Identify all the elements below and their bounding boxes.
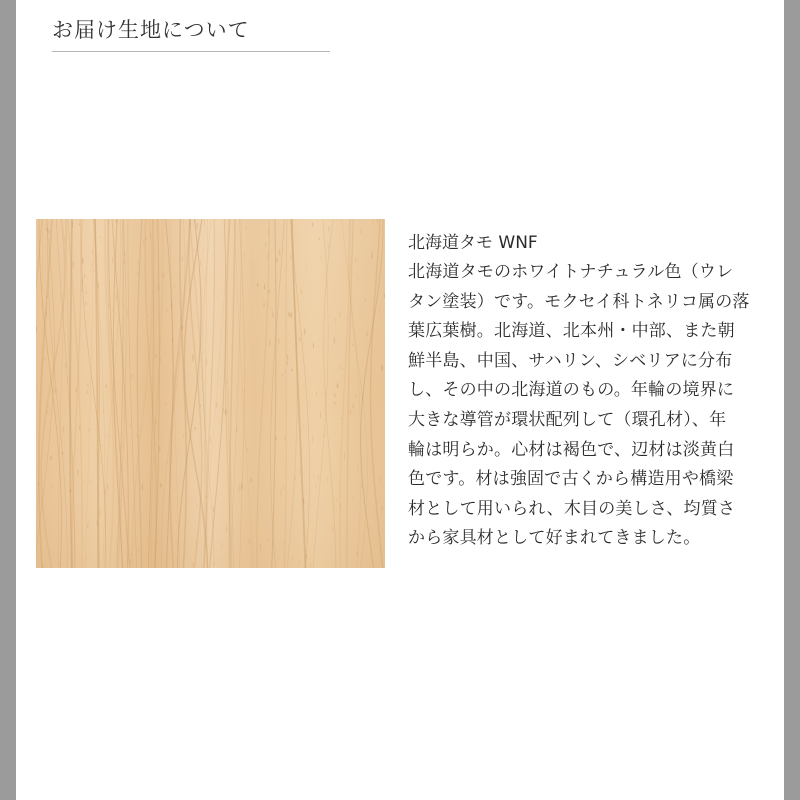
grain-pore — [102, 444, 103, 447]
grain-pore — [154, 254, 155, 257]
grain-pore — [36, 326, 37, 333]
grain-pore — [77, 469, 79, 476]
grain-pore — [263, 302, 264, 307]
grain-pore — [264, 284, 265, 290]
grain-pore — [84, 480, 85, 482]
grain-pore — [287, 354, 288, 360]
grain-pore — [156, 418, 157, 425]
grain-pore — [107, 485, 108, 490]
grain-pore — [327, 279, 328, 286]
grain-pore — [334, 402, 335, 405]
grain-pore — [342, 368, 343, 371]
grain-pore — [103, 407, 104, 413]
grain-pore — [307, 536, 308, 543]
grain-pore — [160, 356, 161, 363]
grain-pore — [77, 284, 78, 286]
grain-pore — [200, 260, 201, 267]
grain-pore — [70, 489, 72, 493]
grain-pore — [37, 384, 38, 389]
grain-pore — [92, 250, 93, 254]
grain-pore — [76, 387, 77, 392]
grain-pore — [234, 282, 235, 285]
grain-pore — [291, 369, 292, 372]
grain-pore — [130, 553, 131, 556]
grain-pore — [245, 389, 246, 394]
grain-pore — [87, 391, 88, 394]
grain-pore — [337, 383, 338, 388]
grain-pore — [268, 302, 269, 308]
grain-pore — [292, 557, 293, 560]
grain-pore — [360, 227, 361, 235]
grain-pore — [120, 442, 121, 450]
grain-pore — [334, 393, 335, 398]
grain-pore — [97, 520, 98, 526]
grain-pore — [352, 496, 353, 501]
grain-pore — [166, 309, 168, 312]
grain-pore — [99, 236, 100, 239]
grain-pore — [85, 302, 86, 306]
grain-pore — [344, 452, 345, 460]
grain-pore — [268, 230, 269, 234]
grain-pore — [284, 435, 285, 442]
grain-pore — [320, 411, 321, 418]
grain-pore — [218, 557, 219, 560]
grain-pore — [221, 542, 222, 550]
grain-pore — [357, 275, 358, 280]
grain-pore — [266, 242, 267, 247]
grain-pore — [154, 458, 155, 465]
description-line: し、その中の北海道のもの。年輪の境界に — [408, 380, 735, 401]
grain-pore — [79, 425, 80, 429]
grain-pore — [381, 505, 382, 511]
grain-pore — [152, 540, 153, 548]
grain-pore — [315, 482, 316, 488]
grain-pore — [304, 424, 305, 428]
grain-pore — [50, 456, 52, 460]
grain-pore — [328, 245, 329, 249]
grain-pore — [218, 419, 219, 423]
grain-pore — [281, 488, 282, 496]
grain-pore — [365, 299, 366, 302]
product-description — [408, 229, 766, 554]
grain-pore — [223, 408, 224, 413]
grain-pore — [338, 369, 339, 371]
grain-pore — [211, 551, 212, 555]
grain-pore — [279, 249, 281, 256]
grain-pore — [44, 358, 45, 361]
description-line: 輪は明らか。心材は褐色で、辺材は淡黄白 — [408, 439, 735, 460]
grain-pore — [278, 338, 279, 344]
grain-pore — [121, 498, 122, 502]
grain-pore — [105, 488, 106, 495]
grain-pore — [98, 282, 99, 290]
grain-pore — [283, 423, 284, 427]
grain-pore — [155, 354, 156, 358]
grain-pore — [196, 540, 197, 546]
section-title: お届け生地について — [52, 18, 250, 42]
grain-pore — [300, 469, 301, 475]
grain-pore — [183, 434, 184, 439]
grain-pore — [319, 238, 320, 241]
grain-pore — [46, 228, 48, 231]
description-line: から家具材として好まれてきました。 — [408, 528, 701, 549]
grain-pore — [288, 312, 290, 317]
grain-pore — [112, 256, 113, 264]
grain-pore — [200, 405, 201, 408]
grain-pore — [299, 559, 300, 566]
product-name: 北海道タモ WNF — [408, 233, 538, 253]
grain-pore — [59, 562, 60, 566]
grain-pore — [109, 303, 110, 307]
grain-pore — [174, 285, 175, 287]
grain-pore — [81, 286, 82, 292]
grain-pore — [124, 259, 125, 264]
grain-pore — [339, 312, 340, 317]
grain-pore — [357, 552, 358, 555]
grain-pore — [182, 325, 183, 330]
grain-pore — [99, 509, 100, 515]
grain-pore — [196, 222, 197, 229]
grain-pore — [49, 285, 50, 287]
wood-grain-swatch — [36, 219, 385, 568]
grain-pore — [325, 390, 326, 397]
grain-pore — [113, 310, 114, 312]
grain-pore — [371, 252, 372, 259]
grain-pore — [138, 272, 139, 276]
grain-pore — [272, 311, 273, 318]
grain-pore — [145, 238, 146, 241]
grain-pore — [91, 263, 92, 269]
grain-pore — [48, 229, 50, 234]
grain-pore — [226, 526, 227, 531]
grain-pore — [213, 561, 214, 566]
grain-pore — [160, 483, 161, 488]
grain-pore — [313, 473, 314, 479]
grain-pore — [116, 220, 117, 223]
grain-pore — [86, 555, 87, 562]
grain-pore — [73, 261, 74, 268]
description-line: 色です。材は強固で古くから構造用や橋梁 — [408, 469, 734, 490]
grain-pore — [357, 464, 359, 469]
grain-pore — [82, 257, 83, 264]
grain-pore — [306, 267, 307, 274]
grain-pore — [127, 310, 128, 317]
grain-pore — [355, 257, 356, 263]
content-panel — [16, 0, 784, 800]
grain-pore — [381, 365, 383, 370]
grain-pore — [204, 219, 205, 226]
grain-pore — [194, 427, 196, 430]
grain-pore — [62, 451, 64, 455]
grain-pore — [116, 294, 117, 301]
grain-pore — [46, 296, 48, 298]
grain-pore — [87, 383, 88, 388]
grain-pore — [204, 503, 205, 505]
grain-pore — [283, 541, 284, 544]
grain-pore — [89, 480, 90, 483]
grain-pore — [46, 311, 47, 317]
grain-pore — [142, 483, 143, 490]
grain-pore — [269, 340, 270, 345]
grain-pore — [241, 483, 242, 490]
grain-pore — [291, 312, 293, 318]
grain-pore — [204, 423, 205, 426]
grain-pore — [182, 256, 183, 262]
grain-pore — [65, 362, 66, 368]
grain-pore — [321, 257, 322, 259]
grain-pore — [55, 387, 56, 393]
grain-pore — [125, 434, 126, 436]
description-line: タン塗装）です。モクセイ科トネリコ属の落 — [408, 291, 750, 312]
grain-pore — [171, 302, 172, 310]
grain-pore — [352, 405, 353, 409]
grain-pore — [206, 494, 207, 499]
grain-pore — [260, 544, 261, 550]
grain-pore — [176, 275, 177, 278]
grain-pore — [352, 343, 353, 345]
grain-pore — [132, 374, 133, 378]
description-line: 北海道タモのホワイトナチュラル色（ウレ — [408, 262, 734, 282]
grain-pore — [312, 222, 313, 226]
grain-pore — [141, 388, 142, 390]
grain-pore — [124, 250, 125, 257]
grain-pore — [310, 563, 311, 568]
grain-pore — [287, 361, 288, 365]
grain-pore — [304, 472, 305, 474]
grain-pore — [272, 540, 273, 547]
grain-pore — [327, 477, 328, 483]
grain-pore — [362, 483, 363, 488]
grain-pore — [318, 473, 320, 481]
grain-pore — [192, 354, 193, 362]
grain-pore — [366, 331, 367, 336]
grain-pore — [380, 476, 382, 482]
grain-pore — [239, 484, 241, 491]
description-line: 鮮半島、中国、サハリン、シベリアに分布 — [408, 350, 733, 371]
grain-pore — [99, 515, 100, 518]
grain-pore — [79, 223, 80, 225]
grain-pore — [158, 285, 159, 290]
grain-pore — [334, 337, 336, 344]
grain-pore — [272, 407, 273, 410]
grain-pore — [122, 442, 123, 450]
grain-pore — [72, 221, 73, 228]
grain-pore — [166, 460, 167, 464]
grain-pore — [106, 384, 107, 388]
grain-pore — [226, 379, 227, 385]
grain-pore — [324, 434, 326, 436]
grain-pore — [341, 418, 342, 420]
grain-pore — [94, 269, 95, 273]
grain-pore — [197, 505, 198, 507]
grain-pore — [162, 273, 164, 278]
grain-pore — [117, 328, 118, 330]
grain-pore — [313, 343, 314, 348]
grain-pore — [304, 328, 305, 335]
grain-pore — [303, 498, 304, 505]
grain-pore — [364, 270, 365, 273]
grain-pore — [335, 316, 336, 323]
grain-pore — [302, 383, 303, 385]
grain-pore — [60, 294, 61, 299]
grain-pore — [363, 500, 364, 504]
grain-pore — [270, 307, 271, 310]
grain-pore — [216, 402, 217, 408]
grain-pore — [97, 451, 98, 458]
grain-pore — [350, 409, 351, 416]
grain-pore — [245, 227, 246, 230]
grain-pore — [379, 308, 380, 315]
grain-pore — [355, 394, 356, 398]
grain-pore — [225, 409, 227, 415]
grain-pore — [247, 447, 248, 451]
grain-pore — [159, 445, 160, 452]
grain-pore — [295, 477, 296, 480]
wood-sample-image — [36, 219, 385, 568]
grain-pore — [88, 523, 89, 529]
grain-pore — [38, 482, 40, 486]
grain-pore — [86, 291, 87, 294]
grain-pore — [193, 561, 194, 567]
grain-pore — [267, 538, 268, 541]
grain-pore — [206, 358, 207, 366]
grain-pore — [47, 406, 48, 408]
grain-pore — [316, 391, 317, 396]
grain-pore — [236, 425, 237, 432]
grain-pore — [258, 476, 259, 482]
grain-pore — [290, 254, 291, 261]
grain-pore — [257, 283, 259, 286]
grain-pore — [340, 503, 341, 510]
grain-pore — [218, 293, 219, 300]
grain-pore — [137, 549, 138, 552]
grain-pore — [314, 319, 315, 321]
grain-pore — [213, 505, 214, 513]
grain-pore — [130, 558, 131, 566]
grain-pore — [63, 426, 64, 434]
grain-pore — [312, 435, 313, 442]
grain-pore — [200, 345, 201, 348]
grain-pore — [201, 375, 202, 378]
grain-pore — [91, 270, 92, 273]
grain-pore — [150, 231, 151, 239]
grain-pore — [143, 240, 144, 244]
title-divider — [52, 51, 330, 52]
grain-pore — [138, 261, 139, 264]
description-line: 葉広葉樹。北海道、北本州・中部、また朝 — [408, 321, 735, 342]
grain-pore — [301, 289, 302, 295]
grain-pore — [268, 289, 270, 293]
description-line: 大きな導管が環状配列して（環孔材）、年 — [408, 409, 727, 430]
grain-pore — [362, 394, 363, 401]
grain-pore — [190, 222, 191, 227]
grain-pore — [179, 353, 180, 355]
grain-pore — [289, 361, 290, 365]
grain-pore — [162, 432, 163, 436]
grain-pore — [284, 370, 285, 372]
grain-pore — [306, 554, 307, 559]
grain-pore — [299, 337, 300, 341]
grain-pore — [275, 436, 276, 440]
grain-pore — [267, 253, 269, 260]
grain-pore — [194, 248, 195, 251]
grain-pore — [169, 492, 170, 499]
grain-pore — [244, 252, 245, 259]
grain-pore — [336, 499, 337, 501]
grain-pore — [340, 364, 341, 371]
grain-pore — [283, 485, 284, 491]
grain-pore — [249, 538, 250, 544]
grain-pore — [168, 269, 169, 273]
grain-pore — [328, 227, 329, 232]
grain-pore — [372, 219, 373, 224]
grain-pore — [365, 438, 366, 440]
grain-pore — [130, 424, 131, 427]
grain-pore — [330, 314, 331, 318]
grain-pore — [384, 294, 385, 299]
grain-pore — [147, 537, 148, 541]
grain-pore — [122, 386, 123, 389]
grain-pore — [81, 278, 82, 286]
grain-pore — [137, 433, 138, 438]
grain-pore — [165, 401, 166, 406]
grain-pore — [276, 257, 277, 262]
grain-pore — [332, 526, 333, 533]
grain-pore — [251, 477, 252, 482]
grain-pore — [156, 541, 157, 543]
grain-pore — [52, 485, 53, 488]
grain-pore — [211, 436, 212, 443]
grain-pore — [88, 429, 89, 431]
grain-pore — [84, 274, 85, 279]
grain-pore — [67, 378, 68, 381]
grain-pore — [47, 409, 48, 415]
grain-pore — [147, 315, 148, 317]
grain-pore — [172, 338, 173, 343]
description-line: 材として用いられ、木目の美しさ、均質さ — [408, 498, 736, 519]
grain-pore — [282, 373, 283, 377]
grain-pore — [107, 434, 108, 438]
grain-pore — [64, 236, 65, 244]
